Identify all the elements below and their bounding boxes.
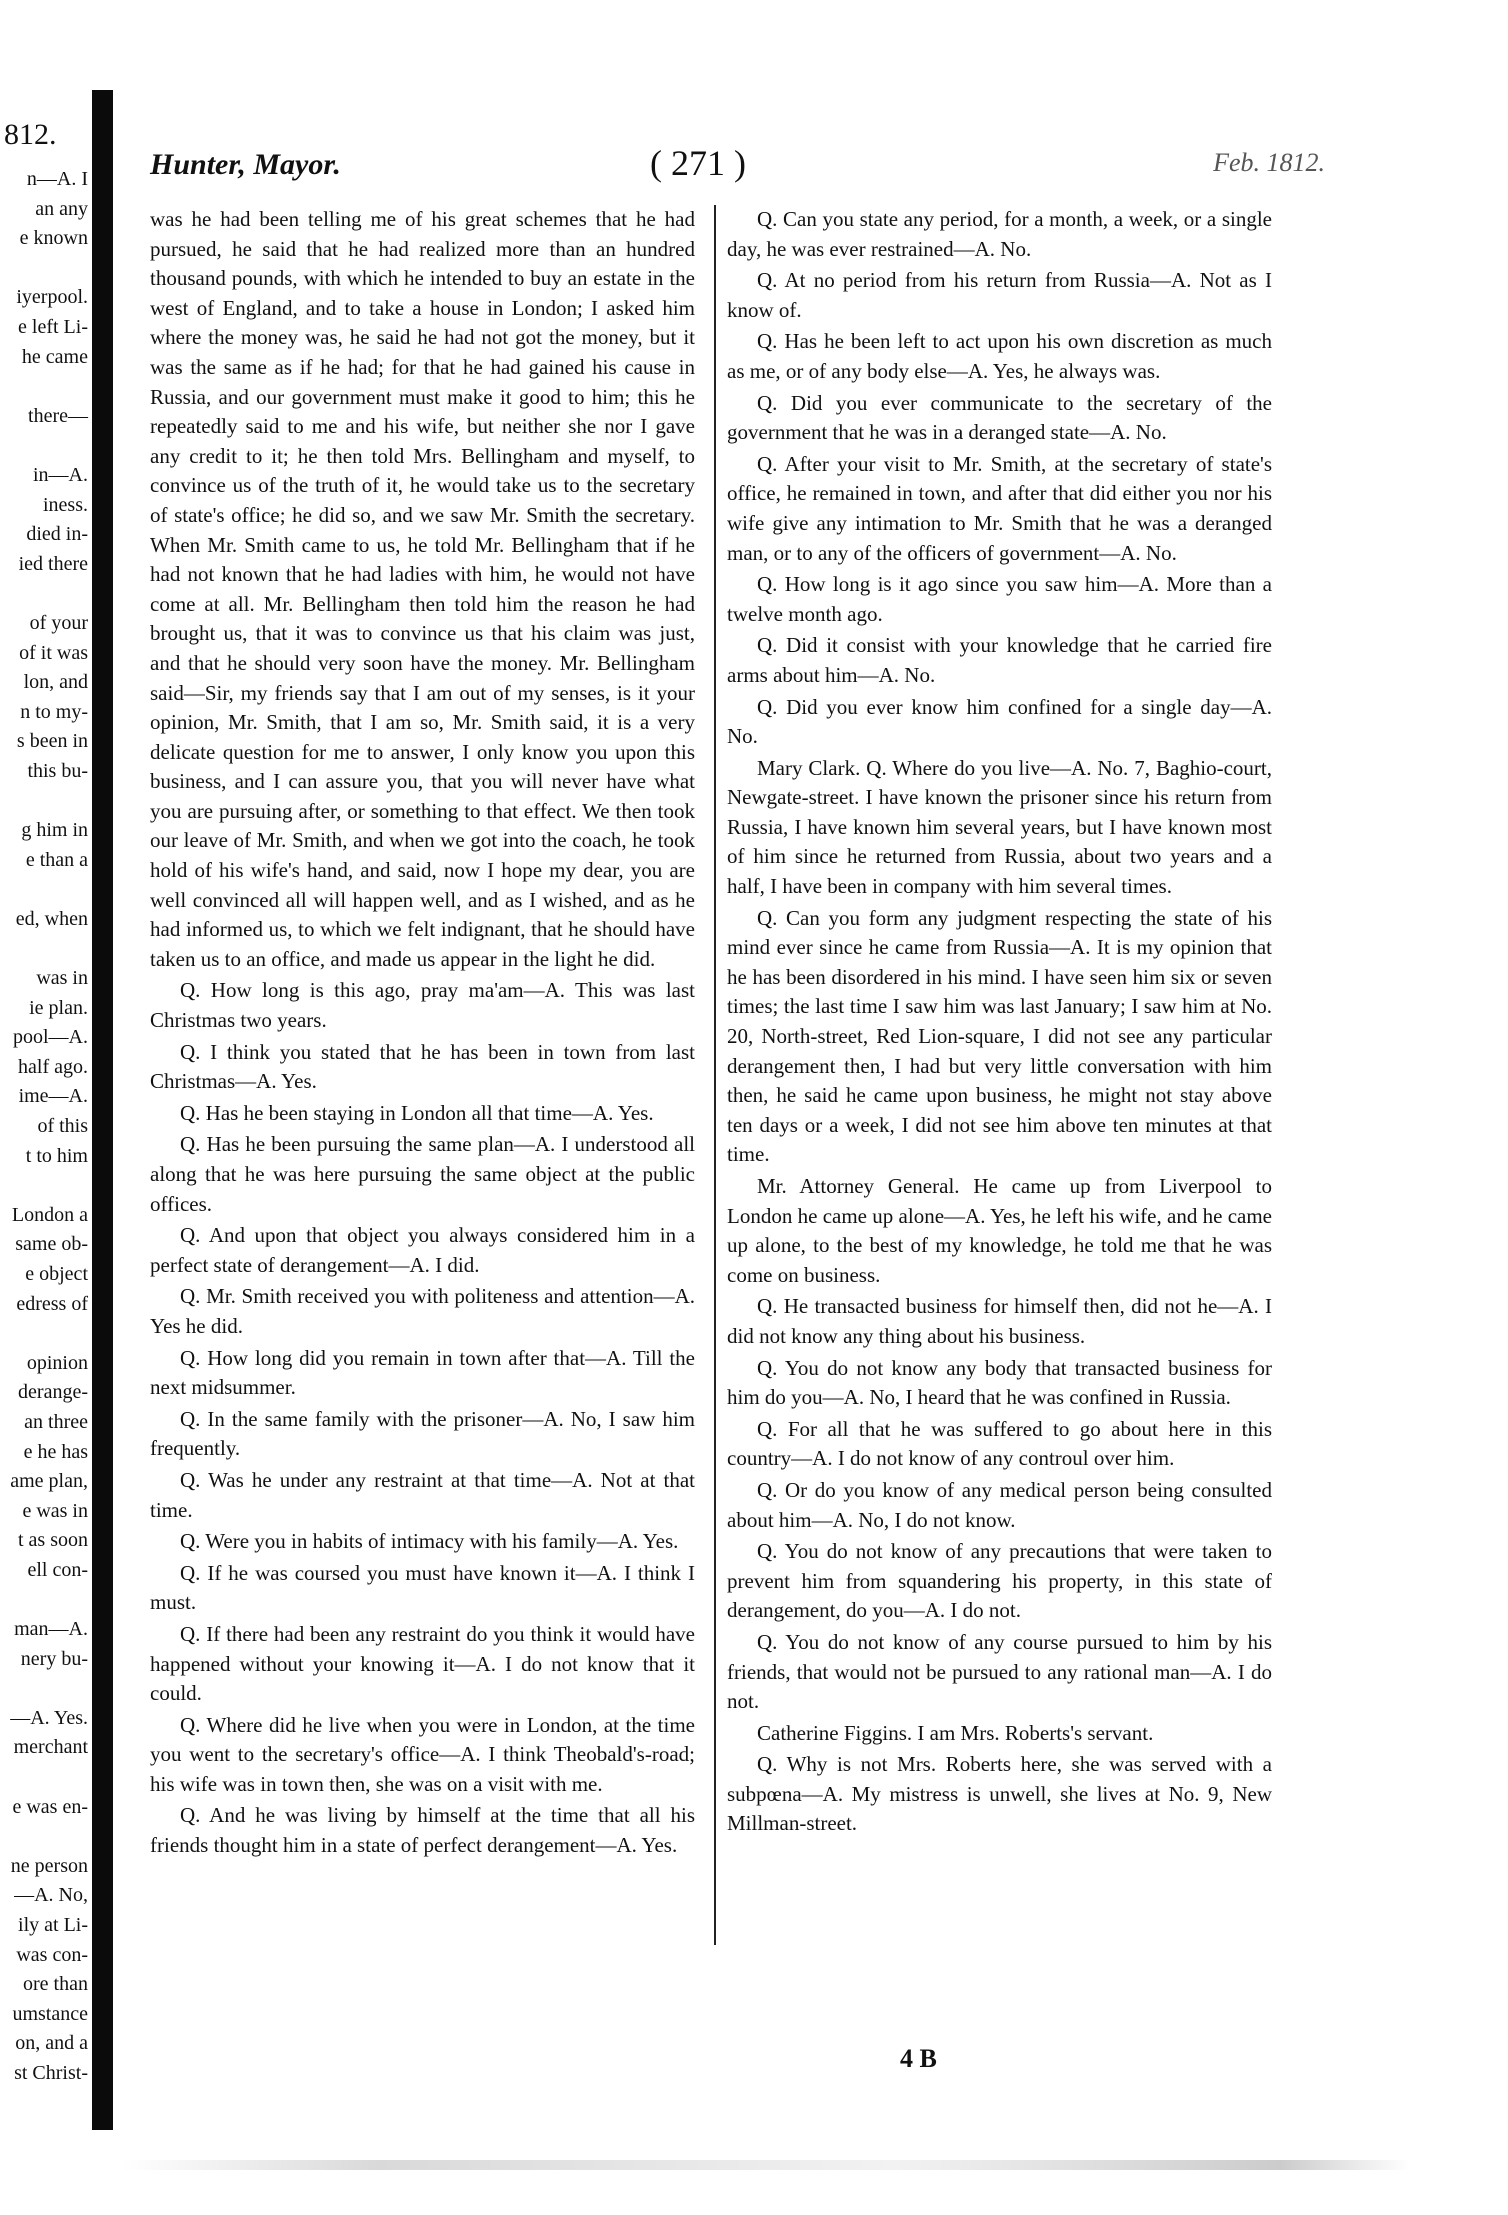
margin-fragment: e left Li- <box>18 315 88 338</box>
margin-fragment: n to my- <box>20 700 88 723</box>
margin-fragment <box>2 579 88 609</box>
paragraph: Q. Has he been staying in London all that time—A. Yes. <box>180 1100 654 1125</box>
margin-fragment: —A. Yes. <box>10 1706 88 1729</box>
left-margin-fragments <box>2 165 88 2084</box>
paragraph: Q. Did you ever know him confined for a single day—A. No. <box>727 694 1272 749</box>
margin-fragment: ell con- <box>27 1558 88 1581</box>
margin-fragment: was con- <box>16 1943 88 1966</box>
margin-fragment: s been in <box>16 730 88 753</box>
paragraph: Q. I think you stated that he has been in town from last Christmas—A. Yes. <box>150 1039 695 1094</box>
paragraph: Q. How long is it ago since you saw him—A. More than a twelve month ago. <box>727 572 1272 626</box>
margin-fragment <box>2 1674 88 1704</box>
margin-fragment: lon, and <box>23 671 88 694</box>
column-rule <box>714 205 716 1945</box>
margin-fragment: this bu- <box>27 759 88 782</box>
paragraph: Q. Can you form any judgment respecting the state of his mind ever since he came from Russia—A. It is my opinion that he has been disordered in his mind. I have seen him six or seven times; the last time I saw him was last January; I saw him at No. 20, North-street, Red Lion-square, I did not see any particular derangement then, I had but very little conversation with him then, he said he came upon business, he might not stay above ten days or a week, I did not see him above ten minutes at that time. <box>727 905 1272 1167</box>
margin-fragment <box>2 254 88 284</box>
margin-fragment: died in- <box>26 523 88 546</box>
margin-fragment: e object <box>25 1262 88 1285</box>
margin-fragment: opinion <box>26 1351 88 1374</box>
column-left <box>150 205 695 1861</box>
paragraph: Q. How long did you remain in town after that—A. Till the next midsummer. <box>150 1345 695 1400</box>
margin-fragment: of it was <box>19 641 88 664</box>
running-date: Feb. 1812. <box>1213 148 1325 177</box>
folio: ( 271 ) <box>650 143 746 183</box>
margin-fragment: e known <box>19 227 88 250</box>
paragraph: Q. You do not know of any precautions that were taken to prevent him from squandering his property, in this state of derangement, do you—A. I do not. <box>727 1539 1272 1623</box>
margin-fragment: an three <box>24 1410 88 1433</box>
paragraph: was he had been telling me of his great schemes that he had pursued, he said that he had realized more than an hundred thousand pounds, with which he intended to buy an estate in the west of England, and to take a house in London; I asked him where the money was, he said he had not got the money, but it was the same as if he had; for that he had gained his cause in Russia, and our government must make it good to him; this he repeatedly said to me and his wife, but neither she nor I gave any credit to it; he then told Mrs. Bellingham and myself, to convince us of the truth of it, he would take us to the secretary of state's office; he did so, and we saw Mr. Smith the secretary. When Mr. Smith came to us, he told Mr. Bellingham that if he had not known that he had ladies with him, he would not have come at all. Mr. Bellingham then told him the reason he had brought us, that it was to convince us that his claim was just, and that he should very soon have the money. Mr. Bellingham said—Sir, my friends say that I am out of my senses, is it your opinion, Mr. Smith, that I am so, Mr. Smith said, it is a very delicate question for me to answer, I only know you upon this business, and I can assure you, that you will never have what you are pursuing after, or something to that effect. We then took our leave of Mr. Smith, and when we got into the coach, he took hold of his wife's hand, and said, now I hope my dear, you are well convinced all will happen well, and as I wished, and as he had informed us, to which we felt indignant, that he should have taken us to an office, and made us appear in the light he did. <box>150 207 695 971</box>
margin-fragment: t to him <box>25 1144 88 1167</box>
margin-fragment: an any <box>35 197 88 220</box>
margin-fragment <box>2 1586 88 1616</box>
margin-fragment: g him in <box>21 819 88 842</box>
paragraph: Q. If he was coursed you must have known it—A. I think I must. <box>150 1560 695 1615</box>
margin-fragment: iyerpool. <box>16 286 88 309</box>
margin-fragment: same ob- <box>15 1233 88 1256</box>
paragraph: Q. And he was living by himself at the time that all his friends thought him in a state of perfect derangement—A. Yes. <box>150 1803 695 1858</box>
margin-fragment: pool—A. <box>13 1026 88 1049</box>
paragraph: Q. You do not know of any course pursued to him by his friends, that would not be pursued to any rational man—A. I do not. <box>727 1629 1272 1714</box>
margin-fragment: edress of <box>16 1292 88 1315</box>
margin-fragment <box>2 1822 88 1852</box>
paragraph: Q. Has he been left to act upon his own discretion as much as me, or of any body else—A. Yes, he always was. <box>727 329 1272 383</box>
margin-fragment: t as soon <box>18 1529 88 1552</box>
paragraph: Catherine Figgins. I am Mrs. Roberts's servant. <box>757 1720 1154 1745</box>
paragraph: Q. Were you in habits of intimacy with his family—A. Yes. <box>180 1529 679 1554</box>
signature-mark: 4 B <box>900 2044 937 2073</box>
margin-fragment <box>2 431 88 461</box>
running-title: Hunter, Mayor. <box>150 148 341 181</box>
margin-fragment: merchant <box>13 1736 88 1759</box>
margin-fragment: nery bu- <box>20 1647 88 1670</box>
margin-fragment: ime—A. <box>18 1085 88 1108</box>
margin-fragment: ily at Li- <box>18 1914 88 1937</box>
margin-fragment: derange- <box>18 1381 88 1404</box>
margin-fragment: man—A. <box>14 1618 88 1641</box>
margin-fragment: e he has <box>23 1440 88 1463</box>
paragraph: Q. Did it consist with your knowledge that he carried fire arms about him—A. No. <box>727 633 1272 687</box>
paragraph: Q. Can you state any period, for a month, a week, or a single day, he was ever restrained—A. No. <box>727 207 1272 261</box>
paragraph: Q. Was he under any restraint at that time—A. Not at that time. <box>150 1467 695 1522</box>
paragraph: Q. If there had been any restraint do you think it would have happened without your knowing it—A. I do not know that it could. <box>150 1621 695 1706</box>
paragraph: Q. Or do you know of any medical person being consulted about him—A. No, I do not know. <box>727 1477 1272 1532</box>
margin-fragment <box>2 1319 88 1349</box>
paragraph: Q. Why is not Mrs. Roberts here, she was served with a subpœna—A. My mistress is unwell, she lives at No. 9, New Millman-street. <box>727 1752 1272 1836</box>
margin-fragment: umstance <box>12 2002 88 2025</box>
column-right <box>727 205 1272 1839</box>
paragraph: Q. He transacted business for himself then, did not he—A. I did not know any thing about his business. <box>727 1294 1272 1348</box>
paragraph: Q. Did you ever communicate to the secretary of the government that he was in a deranged state—A. No. <box>727 390 1272 445</box>
margin-fragment: ne person <box>10 1854 88 1877</box>
margin-fragment: st Christ- <box>14 2062 88 2084</box>
paragraph: Q. In the same family with the prisoner—A. No, I saw him frequently. <box>150 1406 695 1461</box>
margin-fragment: of this <box>37 1115 88 1137</box>
binding-shadow <box>92 90 113 2130</box>
margin-fragment: ame plan, <box>10 1470 88 1493</box>
margin-fragment: of your <box>29 611 88 634</box>
paragraph: Q. After your visit to Mr. Smith, at the secretary of state's office, he remained in town, and after that did either you nor his wife give any intimation to Mr. Smith that he was a deranged man, or to any of the officers of government—A. No. <box>727 451 1272 565</box>
margin-fragment: half ago. <box>18 1055 88 1078</box>
paragraph: Q. For all that he was suffered to go about here in this country—A. I do not know of any controul over him. <box>727 1416 1272 1471</box>
margin-fragment: ed, when <box>15 907 88 930</box>
paragraph: Q. At no period from his return from Russia—A. Not as I know of. <box>727 268 1272 322</box>
margin-fragment: iness. <box>43 493 88 516</box>
paragraph: Q. How long is this ago, pray ma'am—A. This was last Christmas two years. <box>150 978 695 1033</box>
running-header <box>150 140 1325 186</box>
margin-fragment: ied there <box>18 552 88 575</box>
margin-fragment: he came <box>21 345 88 368</box>
margin-fragment: e was in <box>22 1499 88 1522</box>
paragraph: Q. Where did he live when you were in London, at the time you went to the secretary's office—A. I think Theobald's-road; his wife was in town then, she was on a visit with me. <box>150 1712 695 1796</box>
margin-fragment <box>2 372 88 402</box>
margin-fragment: there— <box>28 404 88 427</box>
margin-fragment: ie plan. <box>29 996 88 1019</box>
margin-fragment: —A. No, <box>14 1884 88 1907</box>
bottom-smudge <box>120 2160 1410 2170</box>
margin-fragment <box>2 1763 88 1793</box>
page-number-left: 812. <box>4 118 57 151</box>
paragraph: Q. You do not know any body that transacted business for him do you—A. No, I heard that he was confined in Russia. <box>727 1355 1272 1410</box>
margin-fragment: ore than <box>23 1973 88 1996</box>
margin-fragment <box>2 875 88 905</box>
margin-fragment: n—A. I <box>26 168 88 190</box>
margin-fragment: on, and a <box>15 2032 88 2055</box>
margin-fragment <box>2 1171 88 1201</box>
margin-fragment: e than a <box>25 848 88 871</box>
margin-fragment: in—A. <box>33 463 88 486</box>
paragraph: Q. Has he been pursuing the same plan—A. I understood all along that he was here pursuing the same object at the public offices. <box>150 1132 695 1216</box>
paragraph: Mr. Attorney General. He came up from Liverpool to London he came up alone—A. Yes, he left his wife, and he came up alone, to the best of my knowledge, he told me that he was come on business. <box>727 1174 1272 1287</box>
margin-fragment <box>2 934 88 964</box>
margin-fragment <box>2 786 88 816</box>
paragraph: Mary Clark. Q. Where do you live—A. No. 7, Baghio-court, Newgate-street. I have known the prisoner since his return from Russia, I have known him several years, but I have known most of him since he returned from Russia, about two years and a half, I have been in company with him several times. <box>727 755 1272 899</box>
paragraph: Q. Mr. Smith received you with politeness and attention—A. Yes he did. <box>150 1284 695 1338</box>
margin-fragment: was in <box>36 967 88 990</box>
margin-fragment: London a <box>11 1203 88 1226</box>
paragraph: Q. And upon that object you always considered him in a perfect state of derangement—A. I did. <box>150 1223 695 1277</box>
margin-fragment: e was en- <box>12 1795 88 1818</box>
